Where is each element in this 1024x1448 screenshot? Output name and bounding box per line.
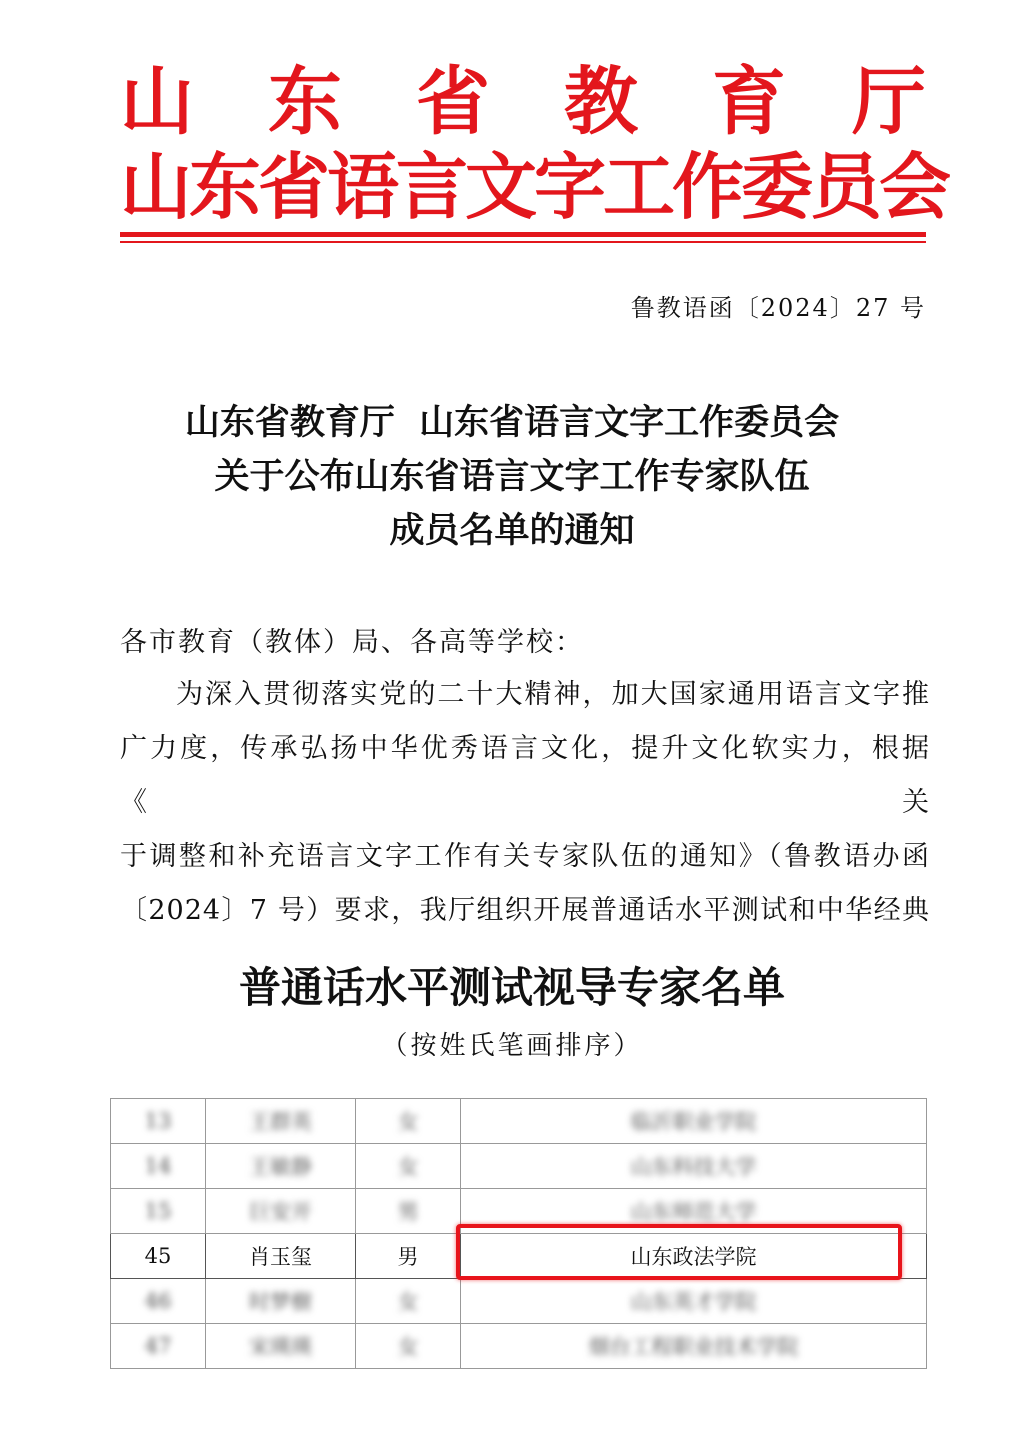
cell-no: 46	[111, 1279, 206, 1324]
cell-name: 巨安开	[206, 1189, 356, 1234]
cell-no: 45	[111, 1234, 206, 1279]
cell-gender: 女	[356, 1099, 461, 1144]
masthead-char: 东	[268, 59, 342, 145]
masthead-char: 山	[120, 59, 194, 145]
cell-org: 烟台工程职业技术学院	[461, 1324, 927, 1369]
cell-name: 宋瑛瑛	[206, 1324, 356, 1369]
masthead-line-1	[0, 59, 1024, 145]
masthead-char: 育	[712, 59, 786, 145]
cell-no: 15	[111, 1189, 206, 1234]
table-row	[111, 1099, 927, 1144]
title-line: 山东省教育厅 山东省语言文字工作委员会	[184, 402, 840, 443]
masthead-char: 教	[564, 59, 638, 145]
bottom-fade	[100, 1380, 940, 1410]
title-line: 成员名单的通知	[389, 510, 635, 551]
body-paragraph	[120, 668, 930, 938]
cell-no: 47	[111, 1324, 206, 1369]
masthead-char: 省	[416, 59, 490, 145]
body-line: 于调整和补充语言文字工作有关专家队伍的通知》（鲁教语办函	[120, 841, 930, 872]
table-row	[111, 1324, 927, 1369]
masthead-rule-thin	[120, 241, 926, 243]
table-row	[111, 1144, 927, 1189]
cell-name: 肖玉玺	[206, 1234, 356, 1279]
highlight-box	[456, 1224, 902, 1280]
body-line: 广力度，传承弘扬中华优秀语言文化，提升文化软实力，根据《关	[120, 733, 930, 818]
cell-gender: 女	[356, 1144, 461, 1189]
cell-org: 临沂职业学院	[461, 1099, 927, 1144]
salutation: 各市教育（教体）局、各高等学校：	[120, 627, 584, 658]
cell-no: 14	[111, 1144, 206, 1189]
cell-org: 山东科技大学	[461, 1144, 927, 1189]
cell-org: 山东师范大学	[461, 1189, 927, 1234]
masthead-rule-thick	[120, 232, 926, 237]
cell-org: 山东英才学院	[461, 1279, 927, 1324]
cell-name: 王群英	[206, 1099, 356, 1144]
document-number: 鲁教语函〔2024〕27 号	[630, 294, 926, 322]
body-line: 为深入贯彻落实党的二十大精神，加大国家通用语言文字推	[176, 679, 930, 710]
cell-gender: 女	[356, 1279, 461, 1324]
body-line: 〔2024〕7 号）要求，我厅组织开展普通话水平测试和中华经典	[120, 895, 930, 926]
list-title: 普通话水平测试视导专家名单	[238, 963, 785, 1012]
cell-org: 山东政法学院	[461, 1234, 927, 1279]
masthead-line-2: 山东省语言文字工作委员会	[120, 145, 949, 229]
cell-no: 13	[111, 1099, 206, 1144]
title-line: 关于公布山东省语言文字工作专家队伍	[214, 456, 810, 497]
table-row	[111, 1279, 927, 1324]
list-subtitle: （按姓氏笔画排序）	[381, 1031, 643, 1061]
masthead-char: 厅	[852, 59, 926, 145]
cell-gender: 女	[356, 1324, 461, 1369]
document-title	[0, 396, 1024, 558]
cell-name: 王敏静	[206, 1144, 356, 1189]
cell-gender: 男	[356, 1189, 461, 1234]
cell-gender: 男	[356, 1234, 461, 1279]
cell-name: 时梦樹	[206, 1279, 356, 1324]
